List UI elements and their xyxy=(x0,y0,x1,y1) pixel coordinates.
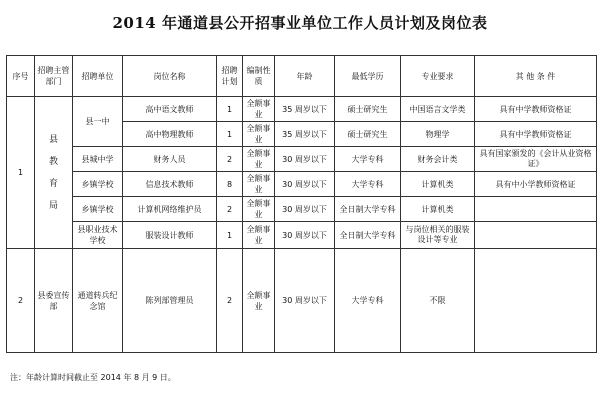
header-unit: 招聘单位 xyxy=(73,56,123,97)
plan-cell: 2 xyxy=(217,147,243,172)
education-cell: 全日制大学专科 xyxy=(335,197,401,222)
major-cell: 与岗位相关的服装设计等专业 xyxy=(401,222,475,249)
major-cell: 计算机类 xyxy=(401,172,475,197)
header-education: 最低学历 xyxy=(335,56,401,97)
age-cell: 30 周岁以下 xyxy=(275,249,335,353)
recruitment-table xyxy=(6,55,597,353)
position-cell: 高中物理教师 xyxy=(123,122,217,147)
education-cell: 大学专科 xyxy=(335,249,401,353)
age-cell: 30 周岁以下 xyxy=(275,172,335,197)
age-cell: 30 周岁以下 xyxy=(275,222,335,249)
seq-cell: 1 xyxy=(7,97,35,249)
other-cell xyxy=(475,197,597,222)
dept-cell: 县委宣传部 xyxy=(35,249,73,353)
major-cell: 计算机类 xyxy=(401,197,475,222)
header-dept: 招聘主管部门 xyxy=(35,56,73,97)
seq-cell: 2 xyxy=(7,249,35,353)
dept-cell xyxy=(35,97,73,249)
education-cell: 大学专科 xyxy=(335,147,401,172)
other-cell: 具有中小学教师资格证 xyxy=(475,172,597,197)
age-cell: 30 周岁以下 xyxy=(275,147,335,172)
other-cell xyxy=(475,249,597,353)
header-major: 专业要求 xyxy=(401,56,475,97)
header-seq: 序号 xyxy=(7,56,35,97)
unit-cell: 县一中 xyxy=(73,97,123,147)
plan-cell: 1 xyxy=(217,222,243,249)
table-row xyxy=(7,197,597,222)
plan-cell: 1 xyxy=(217,122,243,147)
plan-cell: 2 xyxy=(217,249,243,353)
position-cell: 计算机网络维护员 xyxy=(123,197,217,222)
header-row xyxy=(7,56,597,97)
major-cell: 中国语言文学类 xyxy=(401,97,475,122)
table-row xyxy=(7,147,597,172)
footnote: 注：年龄计算时间截止至 2014 年 8 月 9 日。 xyxy=(10,373,176,382)
education-cell: 硕士研究生 xyxy=(335,97,401,122)
staff-cell: 全额事业 xyxy=(243,97,275,122)
plan-cell: 2 xyxy=(217,197,243,222)
table-row xyxy=(7,172,597,197)
education-cell: 大学专科 xyxy=(335,172,401,197)
staff-cell: 全额事业 xyxy=(243,222,275,249)
staff-cell: 全额事业 xyxy=(243,249,275,353)
other-cell: 具有中学教师资格证 xyxy=(475,122,597,147)
position-cell: 信息技术教师 xyxy=(123,172,217,197)
other-cell: 具有中学教师资格证 xyxy=(475,97,597,122)
header-staff: 编制性质 xyxy=(243,56,275,97)
table-row xyxy=(7,97,597,122)
table-row xyxy=(7,222,597,249)
major-cell: 物理学 xyxy=(401,122,475,147)
position-cell: 服装设计教师 xyxy=(123,222,217,249)
age-cell: 35 周岁以下 xyxy=(275,122,335,147)
major-cell: 财务会计类 xyxy=(401,147,475,172)
staff-cell: 全额事业 xyxy=(243,147,275,172)
position-cell: 高中语文教师 xyxy=(123,97,217,122)
header-position: 岗位名称 xyxy=(123,56,217,97)
table-row xyxy=(7,249,597,353)
header-age: 年龄 xyxy=(275,56,335,97)
unit-cell: 通道转兵纪念馆 xyxy=(73,249,123,353)
unit-cell: 县职业技术学校 xyxy=(73,222,123,249)
page-title: 2014 年通道县公开招事业单位工作人员计划及岗位表 xyxy=(112,14,488,32)
major-cell: 不限 xyxy=(401,249,475,353)
position-cell: 财务人员 xyxy=(123,147,217,172)
header-other: 其 他 条 件 xyxy=(475,56,597,97)
age-cell: 35 周岁以下 xyxy=(275,97,335,122)
age-cell: 30 周岁以下 xyxy=(275,197,335,222)
header-plan: 招聘计划 xyxy=(217,56,243,97)
education-cell: 全日制大学专科 xyxy=(335,222,401,249)
plan-cell: 8 xyxy=(217,172,243,197)
education-cell: 硕士研究生 xyxy=(335,122,401,147)
unit-cell: 县城中学 xyxy=(73,147,123,172)
position-cell: 陈列部管理员 xyxy=(123,249,217,353)
staff-cell: 全额事业 xyxy=(243,172,275,197)
staff-cell: 全额事业 xyxy=(243,122,275,147)
unit-cell: 乡镇学校 xyxy=(73,172,123,197)
staff-cell: 全额事业 xyxy=(243,197,275,222)
dept-label: 县 教 育 局 xyxy=(48,134,58,211)
unit-cell: 乡镇学校 xyxy=(73,197,123,222)
other-cell xyxy=(475,222,597,249)
plan-cell: 1 xyxy=(217,97,243,122)
other-cell: 具有国家颁发的《会计从业资格证》 xyxy=(475,147,597,172)
